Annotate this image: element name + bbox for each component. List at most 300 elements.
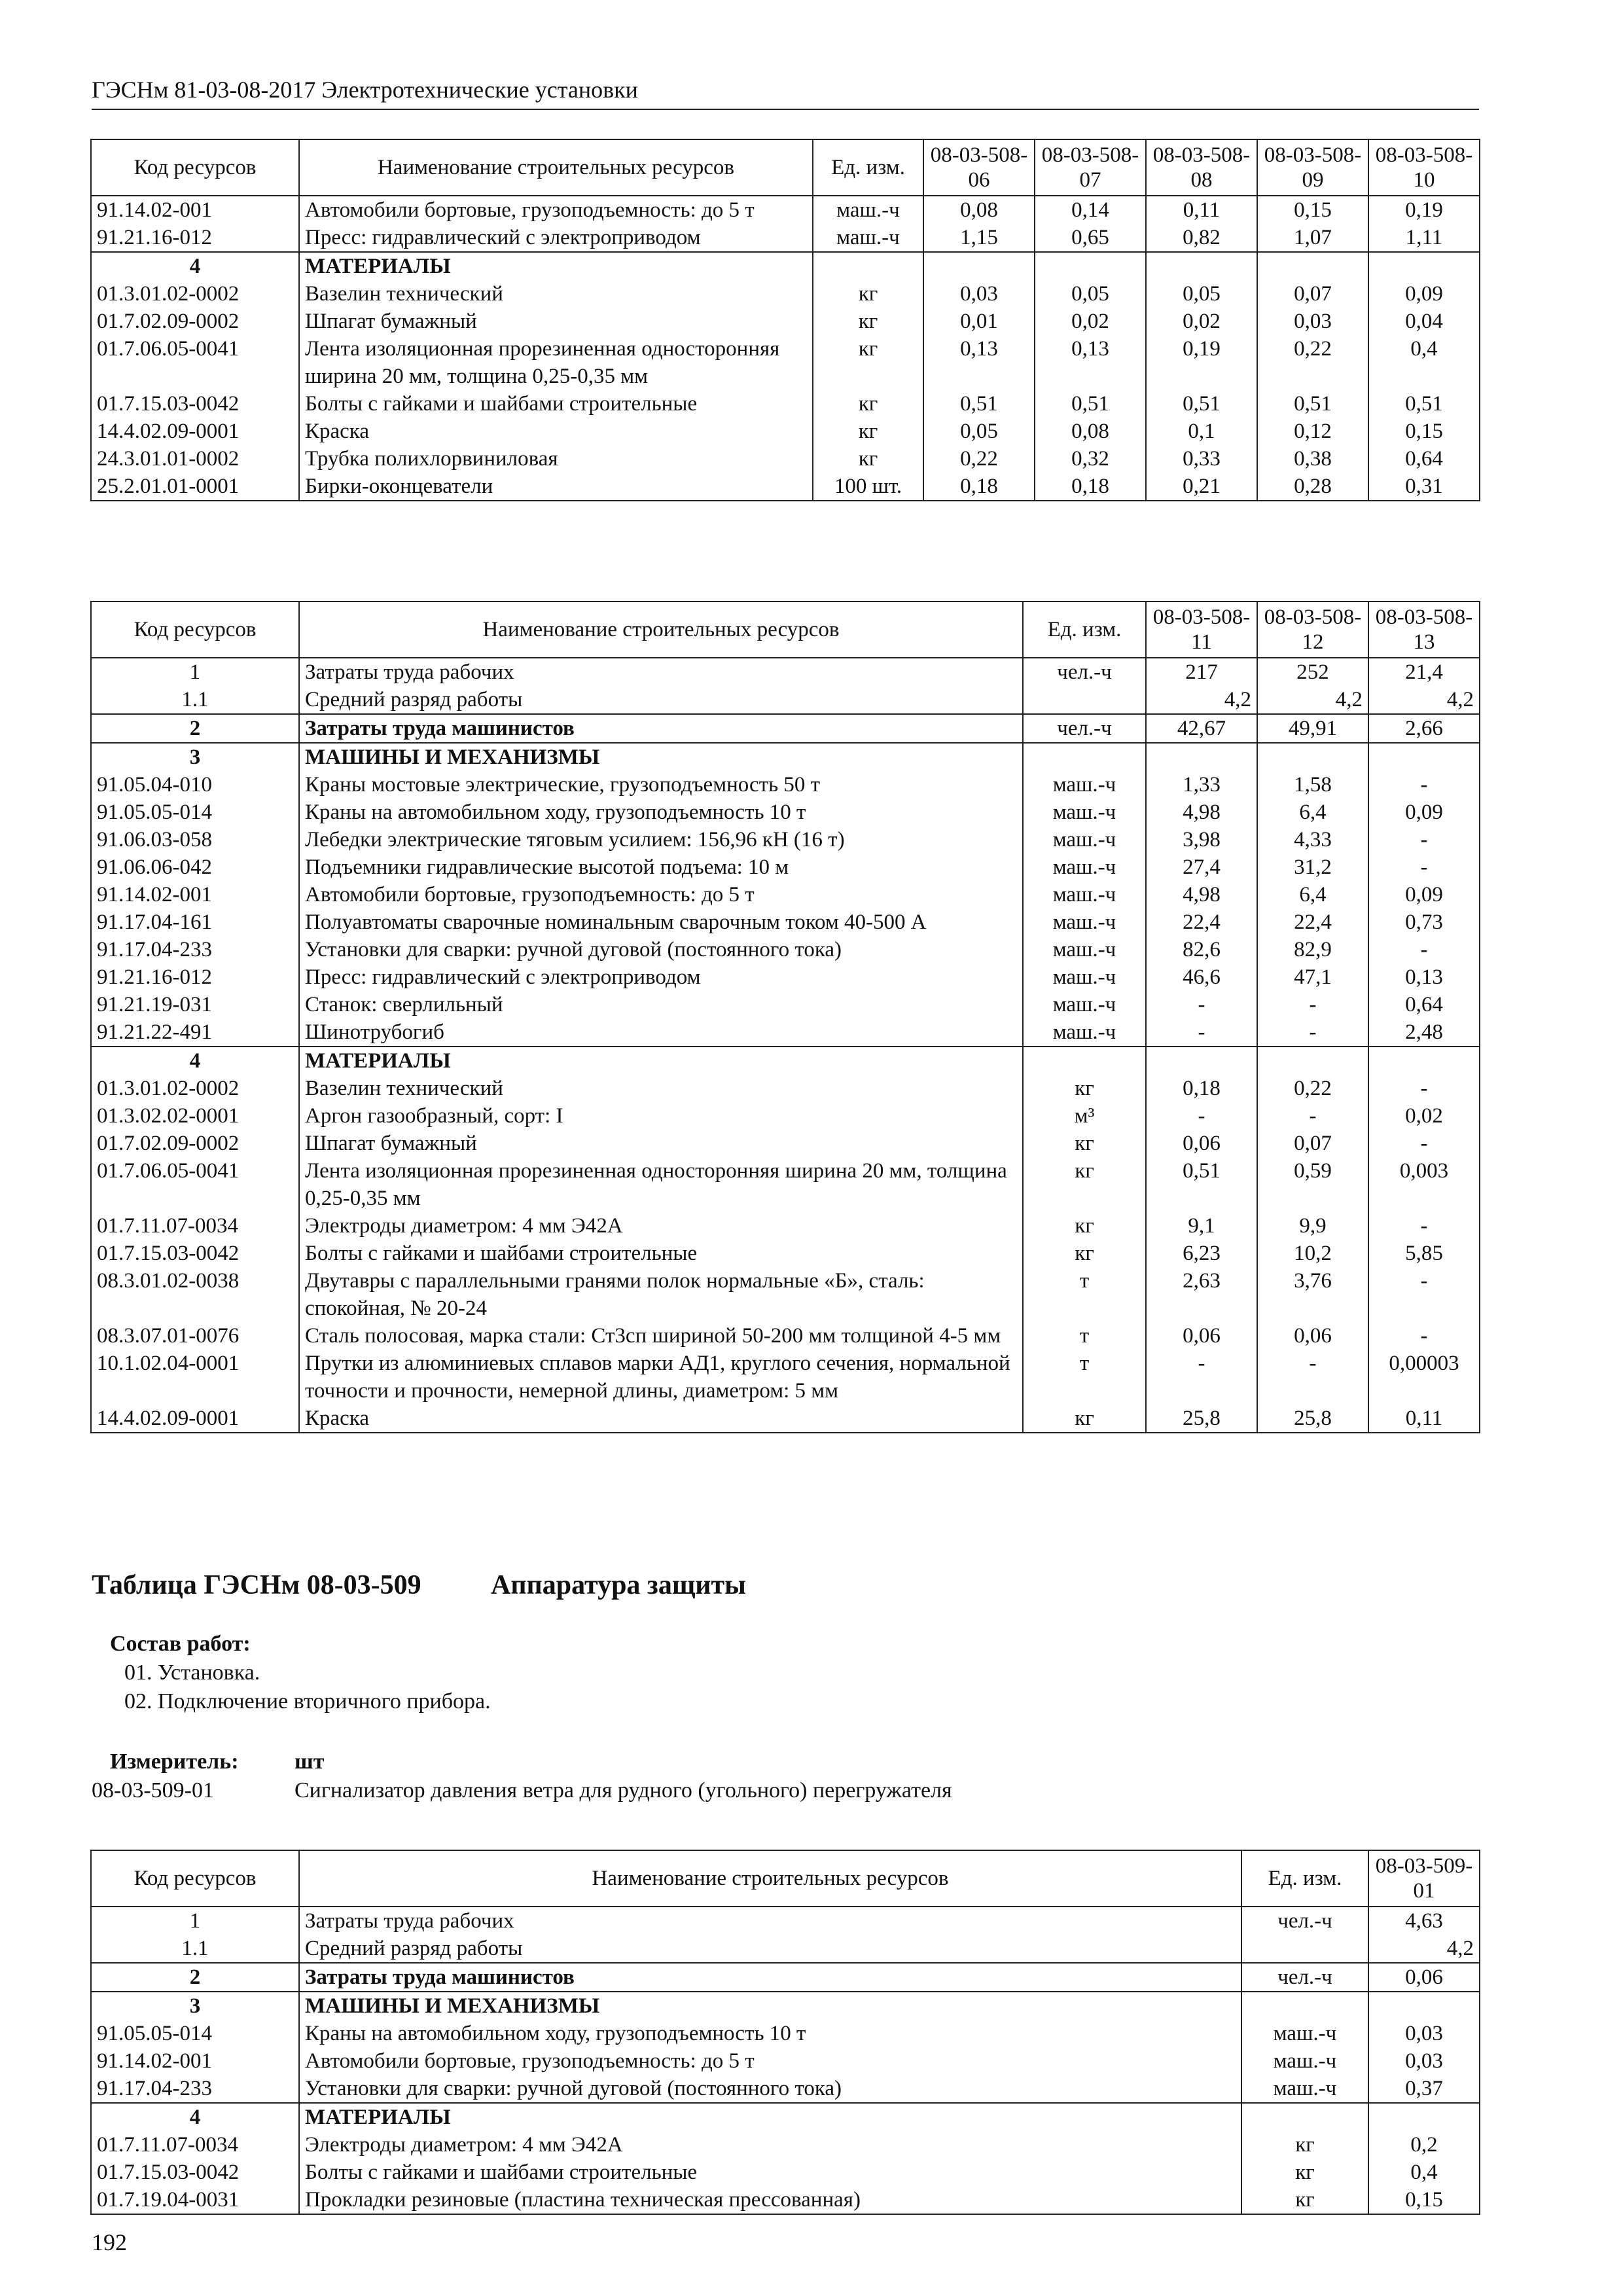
resource-value: 0,1 (1146, 418, 1257, 445)
resource-value: 0,05 (1035, 280, 1146, 308)
composition-item: 01. Установка. (124, 1660, 260, 1685)
resource-unit: т (1023, 1322, 1146, 1350)
resource-unit: 100 шт. (813, 473, 923, 501)
resource-value: 0,73 (1368, 908, 1480, 936)
resource-value: 25,8 (1146, 1405, 1257, 1433)
resource-value: 1,33 (1146, 771, 1257, 798)
table-row (91, 2047, 1480, 2075)
resource-code: 01.3.01.02-0002 (91, 280, 299, 308)
resource-value: 0,4 (1368, 335, 1480, 390)
resource-value: 1,07 (1257, 224, 1368, 252)
resource-unit: маш.-ч (1023, 853, 1146, 881)
resource-code: 91.14.02-001 (91, 2047, 299, 2075)
resource-unit: кг (1241, 2131, 1368, 2159)
resource-value: 2,63 (1146, 1267, 1257, 1322)
resource-name: Шпагат бумажный (299, 308, 813, 335)
resource-value (1368, 1992, 1480, 2020)
resource-value: 22,4 (1257, 908, 1368, 936)
resource-value (1146, 1047, 1257, 1075)
section-row (91, 1047, 1480, 1075)
work-composition (110, 1630, 491, 1716)
resource-value: 252 (1257, 658, 1368, 686)
resource-name: МАШИНЫ И МЕХАНИЗМЫ (299, 1992, 1241, 2020)
resource-unit: маш.-ч (1023, 1018, 1146, 1047)
header-estimate-code: 08-03-508-09 (1257, 139, 1368, 196)
resource-code: 01.7.11.07-0034 (91, 1212, 299, 1240)
resource-value: - (1257, 1102, 1368, 1130)
header-unit: Ед. изм. (813, 139, 923, 196)
resource-value: 0,28 (1257, 473, 1368, 501)
resource-value: 0,32 (1035, 445, 1146, 473)
resource-value: 0,09 (1368, 798, 1480, 826)
resource-value: 27,4 (1146, 853, 1257, 881)
resource-unit: кг (1023, 1157, 1146, 1212)
resource-value: 0,02 (1146, 308, 1257, 335)
resource-value: 0,22 (923, 445, 1035, 473)
resource-unit: кг (813, 308, 923, 335)
header-code: Код ресурсов (91, 1850, 299, 1907)
resource-value: - (1146, 991, 1257, 1018)
table-row (91, 224, 1480, 252)
resource-value (1146, 743, 1257, 771)
resource-unit: чел.-ч (1023, 714, 1146, 743)
resource-code: 01.7.06.05-0041 (91, 1157, 299, 1212)
resource-value: 217 (1146, 658, 1257, 686)
header-estimate-code: 08-03-508-10 (1368, 139, 1480, 196)
resource-name: Полуавтоматы сварочные номинальным сварочным током 40-500 А (299, 908, 1023, 936)
resource-value: 10,2 (1257, 1240, 1368, 1267)
table-name: Аппаратура защиты (491, 1570, 746, 1600)
resource-value: 4,2 (1368, 686, 1480, 714)
resource-value: 1,11 (1368, 224, 1480, 252)
resource-value (1146, 252, 1257, 280)
header-estimate-code: 08-03-508-13 (1368, 601, 1480, 658)
section-row (91, 743, 1480, 771)
resource-unit: кг (1023, 1075, 1146, 1102)
resource-name: Средний разряд работы (299, 1935, 1241, 1963)
resource-value: 0,13 (1368, 963, 1480, 991)
resource-code: 4 (91, 1047, 299, 1075)
table-row (91, 308, 1480, 335)
section-row (91, 2103, 1480, 2131)
resource-code: 91.21.16-012 (91, 963, 299, 991)
resource-value: - (1368, 853, 1480, 881)
resource-value: - (1368, 1322, 1480, 1350)
resource-value: 0,09 (1368, 280, 1480, 308)
resource-value: - (1368, 1075, 1480, 1102)
resource-code: 91.14.02-001 (91, 196, 299, 224)
resource-code: 1.1 (91, 1935, 299, 1963)
resource-value: - (1257, 1018, 1368, 1047)
resource-code: 14.4.02.09-0001 (91, 418, 299, 445)
resource-value: 0,09 (1368, 881, 1480, 908)
section-row (91, 1963, 1480, 1992)
table-row (91, 1907, 1480, 1935)
resource-name: МАШИНЫ И МЕХАНИЗМЫ (299, 743, 1023, 771)
resource-code: 91.17.04-161 (91, 908, 299, 936)
resource-value: 0,64 (1368, 991, 1480, 1018)
resource-value: 0,11 (1368, 1405, 1480, 1433)
table-row (91, 826, 1480, 853)
resource-value: 47,1 (1257, 963, 1368, 991)
section-row (91, 1992, 1480, 2020)
resource-code: 4 (91, 2103, 299, 2131)
resource-unit: кг (813, 280, 923, 308)
resource-code: 91.17.04-233 (91, 936, 299, 963)
resource-unit (1241, 1992, 1368, 2020)
table-row (91, 771, 1480, 798)
resource-value: 0,03 (1368, 2047, 1480, 2075)
resource-value: 2,48 (1368, 1018, 1480, 1047)
resource-value: 0,59 (1257, 1157, 1368, 1212)
resource-name: МАТЕРИАЛЫ (299, 2103, 1241, 2131)
page-header: ГЭСНм 81-03-08-2017 Электротехнические установки (92, 76, 1479, 110)
resource-value: 0,06 (1257, 1322, 1368, 1350)
resource-value: 0,03 (923, 280, 1035, 308)
resource-value: 0,08 (1035, 418, 1146, 445)
resource-unit: маш.-ч (1023, 826, 1146, 853)
resource-value: 4,2 (1368, 1935, 1480, 1963)
resource-table-508-11-13 (90, 601, 1480, 1433)
resource-value: 82,6 (1146, 936, 1257, 963)
table-row (91, 658, 1480, 686)
resource-name: Затраты труда рабочих (299, 1907, 1241, 1935)
resource-name: Установки для сварки: ручной дуговой (постоянного тока) (299, 2075, 1241, 2103)
resource-code: 91.17.04-233 (91, 2075, 299, 2103)
resource-value: 0,82 (1146, 224, 1257, 252)
resource-value: 0,02 (1035, 308, 1146, 335)
table-row (91, 798, 1480, 826)
resource-value (1368, 1047, 1480, 1075)
resource-code: 1 (91, 658, 299, 686)
resource-value: - (1368, 771, 1480, 798)
resource-code: 01.7.02.09-0002 (91, 308, 299, 335)
table-row (91, 2075, 1480, 2103)
table-row (91, 2131, 1480, 2159)
resource-name: Краны на автомобильном ходу, грузоподъемность 10 т (299, 2020, 1241, 2047)
resource-table-508-06-10 (90, 139, 1480, 501)
resource-name: Лента изоляционная прорезиненная односторонняя ширина 20 мм, толщина 0,25-0,35 мм (299, 335, 813, 390)
resource-name: Затраты труда рабочих (299, 658, 1023, 686)
resource-value: - (1368, 936, 1480, 963)
header-estimate-code: 08-03-508-06 (923, 139, 1035, 196)
table-row (91, 280, 1480, 308)
table-header-row (91, 1850, 1480, 1907)
table-row (91, 1212, 1480, 1240)
table-row (91, 1322, 1480, 1350)
resource-value: 4,98 (1146, 881, 1257, 908)
header-unit: Ед. изм. (1241, 1850, 1368, 1907)
table-row (91, 1935, 1480, 1963)
table-row (91, 991, 1480, 1018)
table-row (91, 1267, 1480, 1322)
table-row (91, 2159, 1480, 2186)
resource-value: 0,14 (1035, 196, 1146, 224)
resource-value: 31,2 (1257, 853, 1368, 881)
resource-name: Краны на автомобильном ходу, грузоподъемность 10 т (299, 798, 1023, 826)
table-row (91, 2020, 1480, 2047)
header-estimate-code: 08-03-508-07 (1035, 139, 1146, 196)
resource-value: 0,07 (1257, 1130, 1368, 1157)
resource-value: 0,01 (923, 308, 1035, 335)
resource-name: Трубка полихлорвиниловая (299, 445, 813, 473)
resource-value: 0,51 (923, 390, 1035, 418)
resource-value: 6,4 (1257, 881, 1368, 908)
table-row (91, 1102, 1480, 1130)
resource-name: Автомобили бортовые, грузоподъемность: до 5 т (299, 2047, 1241, 2075)
composition-label: Состав работ: (110, 1632, 251, 1656)
resource-value: 6,4 (1257, 798, 1368, 826)
resource-unit: кг (1023, 1405, 1146, 1433)
resource-value: - (1257, 991, 1368, 1018)
resource-unit (1023, 686, 1146, 714)
resource-value: 6,23 (1146, 1240, 1257, 1267)
resource-value: 0,13 (923, 335, 1035, 390)
resource-code: 91.14.02-001 (91, 881, 299, 908)
resource-value: 0,38 (1257, 445, 1368, 473)
resource-value: 0,65 (1035, 224, 1146, 252)
resource-code: 91.05.05-014 (91, 2020, 299, 2047)
resource-name: МАТЕРИАЛЫ (299, 252, 813, 280)
resource-value: 42,67 (1146, 714, 1257, 743)
resource-code: 01.7.15.03-0042 (91, 1240, 299, 1267)
resource-value: 0,13 (1035, 335, 1146, 390)
header-code: Код ресурсов (91, 139, 299, 196)
resource-code: 25.2.01.01-0001 (91, 473, 299, 501)
resource-unit: маш.-ч (1241, 2020, 1368, 2047)
resource-value: 0,11 (1146, 196, 1257, 224)
resource-value: - (1257, 1350, 1368, 1405)
resource-value: 9,1 (1146, 1212, 1257, 1240)
resource-value: 0,07 (1257, 280, 1368, 308)
resource-unit: маш.-ч (1023, 936, 1146, 963)
table-header-row (91, 139, 1480, 196)
table-row (91, 908, 1480, 936)
resource-code: 24.3.01.01-0002 (91, 445, 299, 473)
resource-unit (1023, 1047, 1146, 1075)
table-row (91, 1350, 1480, 1405)
resource-value: - (1146, 1018, 1257, 1047)
resource-name: Болты с гайками и шайбами строительные (299, 390, 813, 418)
resource-value: 0,18 (1146, 1075, 1257, 1102)
resource-value (1257, 743, 1368, 771)
table-row (91, 335, 1480, 390)
resource-code: 91.06.06-042 (91, 853, 299, 881)
resource-code: 91.21.19-031 (91, 991, 299, 1018)
resource-value: 0,51 (1146, 390, 1257, 418)
resource-value (1035, 252, 1146, 280)
resource-name: Электроды диаметром: 4 мм Э42А (299, 1212, 1023, 1240)
resource-name: Краска (299, 1405, 1023, 1433)
resource-value: 25,8 (1257, 1405, 1368, 1433)
resource-value: 5,85 (1368, 1240, 1480, 1267)
resource-value: 0,06 (1146, 1322, 1257, 1350)
resource-code: 01.7.19.04-0031 (91, 2186, 299, 2214)
resource-name: Аргон газообразный, сорт: I (299, 1102, 1023, 1130)
resource-name: Болты с гайками и шайбами строительные (299, 1240, 1023, 1267)
resource-name: Лебедки электрические тяговым усилием: 156,96 кН (16 т) (299, 826, 1023, 853)
resource-unit: маш.-ч (1023, 798, 1146, 826)
resource-code: 91.21.22-491 (91, 1018, 299, 1047)
resource-unit: чел.-ч (1241, 1963, 1368, 1992)
header-name: Наименование строительных ресурсов (299, 601, 1023, 658)
resource-code: 2 (91, 714, 299, 743)
resource-unit: маш.-ч (1023, 908, 1146, 936)
header-estimate-code: 08-03-508-08 (1146, 139, 1257, 196)
resource-value: 0,37 (1368, 2075, 1480, 2103)
resource-value: 9,9 (1257, 1212, 1368, 1240)
resource-name: Автомобили бортовые, грузоподъемность: до 5 т (299, 881, 1023, 908)
resource-unit (1241, 1935, 1368, 1963)
resource-value: 0,18 (1035, 473, 1146, 501)
resource-value: - (1146, 1350, 1257, 1405)
resource-code: 91.21.16-012 (91, 224, 299, 252)
resource-unit: маш.-ч (1023, 881, 1146, 908)
resource-value (923, 252, 1035, 280)
resource-value: 0,19 (1368, 196, 1480, 224)
resource-unit: кг (1023, 1212, 1146, 1240)
resource-value: 0,04 (1368, 308, 1480, 335)
resource-code: 91.05.05-014 (91, 798, 299, 826)
section-row (91, 714, 1480, 743)
resource-unit: т (1023, 1267, 1146, 1322)
resource-value: 4,2 (1257, 686, 1368, 714)
resource-value: 0,33 (1146, 445, 1257, 473)
table-row (91, 963, 1480, 991)
resource-name: Бирки-оконцеватели (299, 473, 813, 501)
resource-value: 0,05 (923, 418, 1035, 445)
resource-unit (1241, 2103, 1368, 2131)
resource-value: 0,03 (1368, 2020, 1480, 2047)
resource-value: - (1368, 1212, 1480, 1240)
resource-name: Автомобили бортовые, грузоподъемность: до 5 т (299, 196, 813, 224)
table-row (91, 686, 1480, 714)
table-row (91, 196, 1480, 224)
resource-code: 1 (91, 1907, 299, 1935)
table-row (91, 1240, 1480, 1267)
resource-value: 0,02 (1368, 1102, 1480, 1130)
resource-unit: кг (1023, 1240, 1146, 1267)
header-code: Код ресурсов (91, 601, 299, 658)
header-estimate-code: 08-03-508-11 (1146, 601, 1257, 658)
page-number: 192 (92, 2229, 127, 2255)
resource-value: 1,15 (923, 224, 1035, 252)
resource-value: 0,03 (1257, 308, 1368, 335)
meter-label: Измеритель: (110, 1749, 239, 1774)
resource-value: 0,15 (1257, 196, 1368, 224)
resource-unit: кг (1241, 2159, 1368, 2186)
resource-name: Сталь полосовая, марка стали: Ст3сп шириной 50-200 мм толщиной 4-5 мм (299, 1322, 1023, 1350)
resource-code: 91.05.04-010 (91, 771, 299, 798)
table-row (91, 881, 1480, 908)
resource-unit: кг (1241, 2186, 1368, 2214)
table-row (91, 1018, 1480, 1047)
resource-name: Затраты труда машинистов (299, 714, 1023, 743)
resource-value: 82,9 (1257, 936, 1368, 963)
table-number: Таблица ГЭСНм 08-03-509 (92, 1570, 421, 1600)
resource-unit: кг (813, 445, 923, 473)
resource-value (1257, 1047, 1368, 1075)
resource-code: 2 (91, 1963, 299, 1992)
resource-value: 0,31 (1368, 473, 1480, 501)
resource-value: 3,76 (1257, 1267, 1368, 1322)
section-row (91, 252, 1480, 280)
resource-name: МАТЕРИАЛЫ (299, 1047, 1023, 1075)
resource-value: 4,63 (1368, 1907, 1480, 1935)
resource-name: Вазелин технический (299, 280, 813, 308)
resource-name: Болты с гайками и шайбами строительные (299, 2159, 1241, 2186)
header-name: Наименование строительных ресурсов (299, 139, 813, 196)
resource-value: 0,18 (923, 473, 1035, 501)
resource-name: Двутавры с параллельными гранями полок нормальные «Б», сталь: спокойная, № 20-24 (299, 1267, 1023, 1322)
table-header-row (91, 601, 1480, 658)
resource-value: 46,6 (1146, 963, 1257, 991)
resource-code: 1.1 (91, 686, 299, 714)
resource-name: Шпагат бумажный (299, 1130, 1023, 1157)
resource-value: 0,15 (1368, 2186, 1480, 2214)
resource-code: 91.06.03-058 (91, 826, 299, 853)
resource-value: 0,08 (923, 196, 1035, 224)
resource-name: Прутки из алюминиевых сплавов марки АД1, круглого сечения, нормальной точности и прочности, немерной длины, диаметром: 5 мм (299, 1350, 1023, 1405)
resource-name: Средний разряд работы (299, 686, 1023, 714)
resource-value: 0,00003 (1368, 1350, 1480, 1405)
resource-unit: чел.-ч (1023, 658, 1146, 686)
table-row (91, 390, 1480, 418)
resource-unit (813, 252, 923, 280)
resource-name: Пресс: гидравлический с электроприводом (299, 963, 1023, 991)
resource-value (1368, 743, 1480, 771)
resource-value: 0,51 (1146, 1157, 1257, 1212)
resource-code: 08.3.07.01-0076 (91, 1322, 299, 1350)
measurement-block (92, 1748, 952, 1805)
header-estimate-code: 08-03-508-12 (1257, 601, 1368, 658)
resource-name: Шинотрубогиб (299, 1018, 1023, 1047)
table-row (91, 1157, 1480, 1212)
resource-unit: кг (813, 390, 923, 418)
resource-value: 0,15 (1368, 418, 1480, 445)
resource-value: 0,64 (1368, 445, 1480, 473)
resource-code: 4 (91, 252, 299, 280)
header-estimate-code: 08-03-509-01 (1368, 1850, 1480, 1907)
resource-code: 3 (91, 743, 299, 771)
resource-value (1368, 252, 1480, 280)
resource-unit (1023, 743, 1146, 771)
resource-value: 49,91 (1257, 714, 1368, 743)
resource-unit: маш.-ч (1023, 771, 1146, 798)
table-row (91, 2186, 1480, 2214)
resource-value (1257, 252, 1368, 280)
resource-value: 0,21 (1146, 473, 1257, 501)
resource-value: 0,51 (1368, 390, 1480, 418)
resource-code: 01.7.06.05-0041 (91, 335, 299, 390)
resource-unit: чел.-ч (1241, 1907, 1368, 1935)
resource-code: 01.7.11.07-0034 (91, 2131, 299, 2159)
resource-code: 14.4.02.09-0001 (91, 1405, 299, 1433)
resource-value: 22,4 (1146, 908, 1257, 936)
resource-unit: кг (1023, 1130, 1146, 1157)
resource-value: 0,003 (1368, 1157, 1480, 1212)
resource-unit: м³ (1023, 1102, 1146, 1130)
resource-value: - (1368, 1267, 1480, 1322)
resource-name: Затраты труда машинистов (299, 1963, 1241, 1992)
resource-unit: маш.-ч (813, 196, 923, 224)
resource-code: 01.3.01.02-0002 (91, 1075, 299, 1102)
resource-value (1368, 2103, 1480, 2131)
resource-name: Краска (299, 418, 813, 445)
resource-value: 3,98 (1146, 826, 1257, 853)
header-name: Наименование строительных ресурсов (299, 1850, 1241, 1907)
resource-value: 0,05 (1146, 280, 1257, 308)
